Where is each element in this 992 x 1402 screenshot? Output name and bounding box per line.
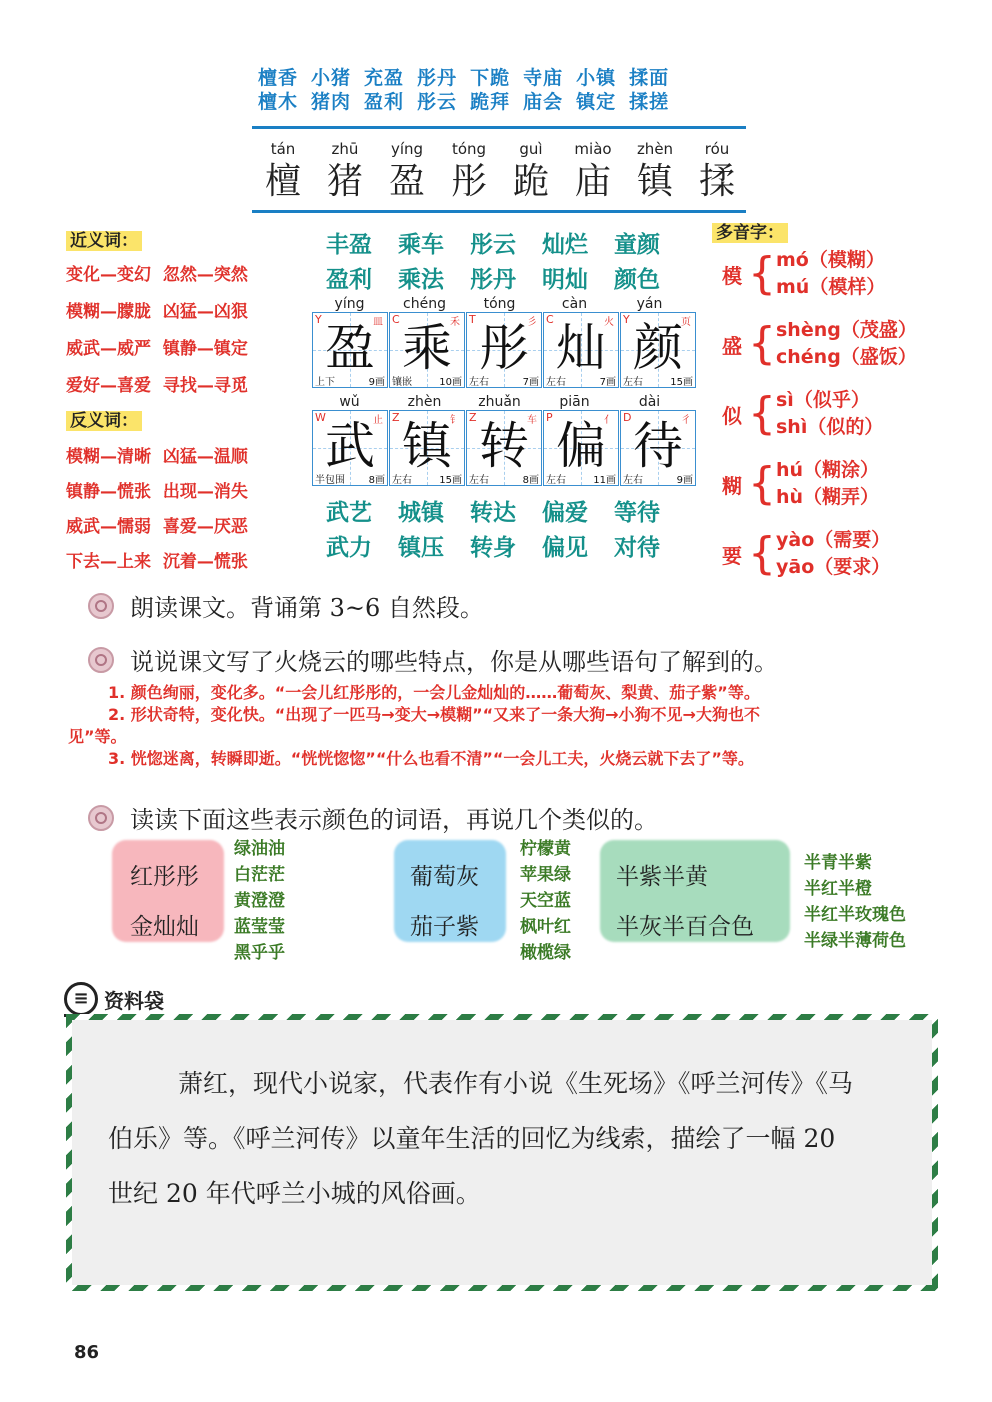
new-char: guì 跪 bbox=[512, 140, 549, 202]
new-char: róu 揉 bbox=[698, 140, 735, 202]
green-list: 半青半紫 半红半橙 半红半玫瑰色 半绿半薄荷色 bbox=[804, 853, 906, 951]
antonym-row: 下去—上来 沉着—慌张 bbox=[66, 552, 248, 572]
char-grid-box: C 禾 乘 镶嵌 10画 bbox=[389, 312, 465, 388]
new-char: tóng 彤 bbox=[450, 140, 487, 202]
antonym-row: 镇静—慌张 出现—消失 bbox=[66, 482, 248, 502]
synonyms-section bbox=[66, 226, 248, 396]
book-icon: ≡ bbox=[64, 982, 98, 1016]
top-word-pairs bbox=[258, 66, 669, 114]
new-char: miào 庙 bbox=[574, 140, 612, 202]
polyphones-section bbox=[712, 218, 788, 243]
words-top: 丰盈 乘车 彤云 灿烂 童颜 盈利 乘法 彤丹 明灿 颜色 bbox=[326, 232, 660, 293]
info-heading: ≡ 资料袋 bbox=[64, 982, 164, 1016]
word-col: 揉面 揉搓 bbox=[629, 67, 670, 113]
question-icon bbox=[88, 805, 114, 831]
word-col: 小猪 猪肉 bbox=[311, 67, 352, 113]
blue-list: 柠檬黄 苹果绿 天空蓝 枫叶红 橄榄绿 bbox=[520, 839, 571, 963]
word-col: 寺庙 庙会 bbox=[523, 67, 564, 113]
char-grid-box: C 火 灿 左右 7画 bbox=[543, 312, 619, 388]
new-char: yíng 盈 bbox=[388, 140, 425, 202]
char-grid-box: D 彳 待 左右 9画 bbox=[620, 410, 696, 486]
synonyms-label: 近义词： bbox=[66, 231, 142, 251]
polyphone-item: 盛 { shèng（茂盛） chéng（盛饭） bbox=[722, 318, 917, 369]
question-2: 说说课文写了火烧云的哪些特点，你是从哪些语句了解到的。 bbox=[88, 642, 778, 677]
synonym-row: 模糊—朦胧 凶猛—凶狠 bbox=[66, 302, 248, 322]
info-box bbox=[66, 1014, 938, 1291]
new-char-row bbox=[252, 140, 748, 202]
synonym-row: 爱好—喜爱 寻找—寻觅 bbox=[66, 376, 248, 396]
new-char: tán 檀 bbox=[264, 140, 301, 202]
antonym-row: 威武—懦弱 喜爱—厌恶 bbox=[66, 517, 248, 537]
char-grid-box: P 亻 偏 左右 11画 bbox=[543, 410, 619, 486]
question-1: 朗读课文。背诵第 3~6 自然段。 bbox=[88, 588, 484, 623]
polyphone-item: 要 { yào（需要） yāo（要求） bbox=[722, 528, 891, 579]
char-grid-box: T 彡 彤 左右 7画 bbox=[466, 312, 542, 388]
question-icon bbox=[88, 593, 114, 619]
word-col: 檀香 檀木 bbox=[258, 67, 299, 113]
question-2-answers: 1. 颜色绚丽，变化多。“一会儿红彤彤的，一会儿金灿灿的……葡萄灰、梨黄、茄子紫”等。 2. 形状奇特，变化快。“出现了一匹马→变大→模糊”“又来了一条大狗→小狗不见→大狗也不 见”等。 3. 恍惚迷离，转瞬即逝。“恍恍惚惚”“什么也看不清”“一会儿工夫，火烧云就下去了”等。 bbox=[68, 683, 760, 768]
divider bbox=[252, 210, 746, 213]
polyphone-list bbox=[722, 246, 942, 582]
char-grid-row-2 bbox=[312, 394, 697, 486]
antonym-row: 模糊—清晰 凶猛—温顺 bbox=[66, 447, 248, 467]
char-grid-box: Y 页 颜 左右 15画 bbox=[620, 312, 696, 388]
polyphone-item: 模 { mó（模糊） mú（模样） bbox=[722, 248, 886, 299]
new-char: zhū 猪 bbox=[326, 140, 363, 202]
word-col: 彤丹 彤云 bbox=[417, 67, 458, 113]
new-char: zhèn 镇 bbox=[636, 140, 674, 202]
word-col: 小镇 镇定 bbox=[576, 67, 617, 113]
green-words: 半紫半黄 半灰半百合色 bbox=[616, 864, 754, 940]
polyphone-item: 糊 { hú（糊涂） hù（糊弄） bbox=[722, 458, 880, 509]
polyphones-label: 多音字： bbox=[712, 223, 788, 243]
synonym-row: 威武—威严 镇静—镇定 bbox=[66, 339, 248, 359]
pink-list: 绿油油 白茫茫 黄澄澄 蓝莹莹 黑乎乎 bbox=[234, 839, 285, 963]
grid-pinyin-row: yíng chéng tóng càn yán bbox=[334, 296, 663, 312]
char-grid-box: Z 钅 镇 左右 15画 bbox=[389, 410, 465, 486]
polyphone-item: 似 { sì（似乎） shì（似的） bbox=[722, 388, 884, 439]
words-bottom: 武艺 城镇 转达 偏爱 等待 武力 镇压 转身 偏见 对待 bbox=[326, 500, 660, 561]
synonym-row: 变化—变幻 忽然—突然 bbox=[66, 265, 248, 285]
word-col: 下跪 跪拜 bbox=[470, 67, 511, 113]
word-col: 充盈 盈利 bbox=[364, 67, 405, 113]
char-grid-row-1 bbox=[312, 296, 697, 388]
question-3: 读读下面这些表示颜色的词语，再说几个类似的。 bbox=[88, 800, 658, 835]
char-grid-box: Z 车 转 左右 8画 bbox=[466, 410, 542, 486]
question-icon bbox=[88, 647, 114, 673]
char-grid-box: W 止 武 半包围 8画 bbox=[312, 410, 388, 486]
antonyms-label: 反义词： bbox=[66, 411, 142, 431]
antonyms-section bbox=[66, 406, 248, 572]
blue-words: 葡萄灰 茄子紫 bbox=[410, 864, 479, 940]
grid-pinyin-row: wǔ zhèn zhuǎn piān dài bbox=[339, 394, 661, 410]
page-number: 86 bbox=[74, 1342, 100, 1363]
info-text: 萧红，现代小说家，代表作有小说《生死场》《呼兰河传》《马 伯乐》等。《呼兰河传》以童年生活的回忆为线索，描绘了一幅 20 世纪 20 年代呼兰小城的风俗画。 bbox=[108, 1069, 854, 1208]
char-grid-box: Y 皿 盈 上下 9画 bbox=[312, 312, 388, 388]
divider bbox=[252, 126, 746, 129]
pink-words: 红彤彤 金灿灿 bbox=[130, 864, 199, 940]
